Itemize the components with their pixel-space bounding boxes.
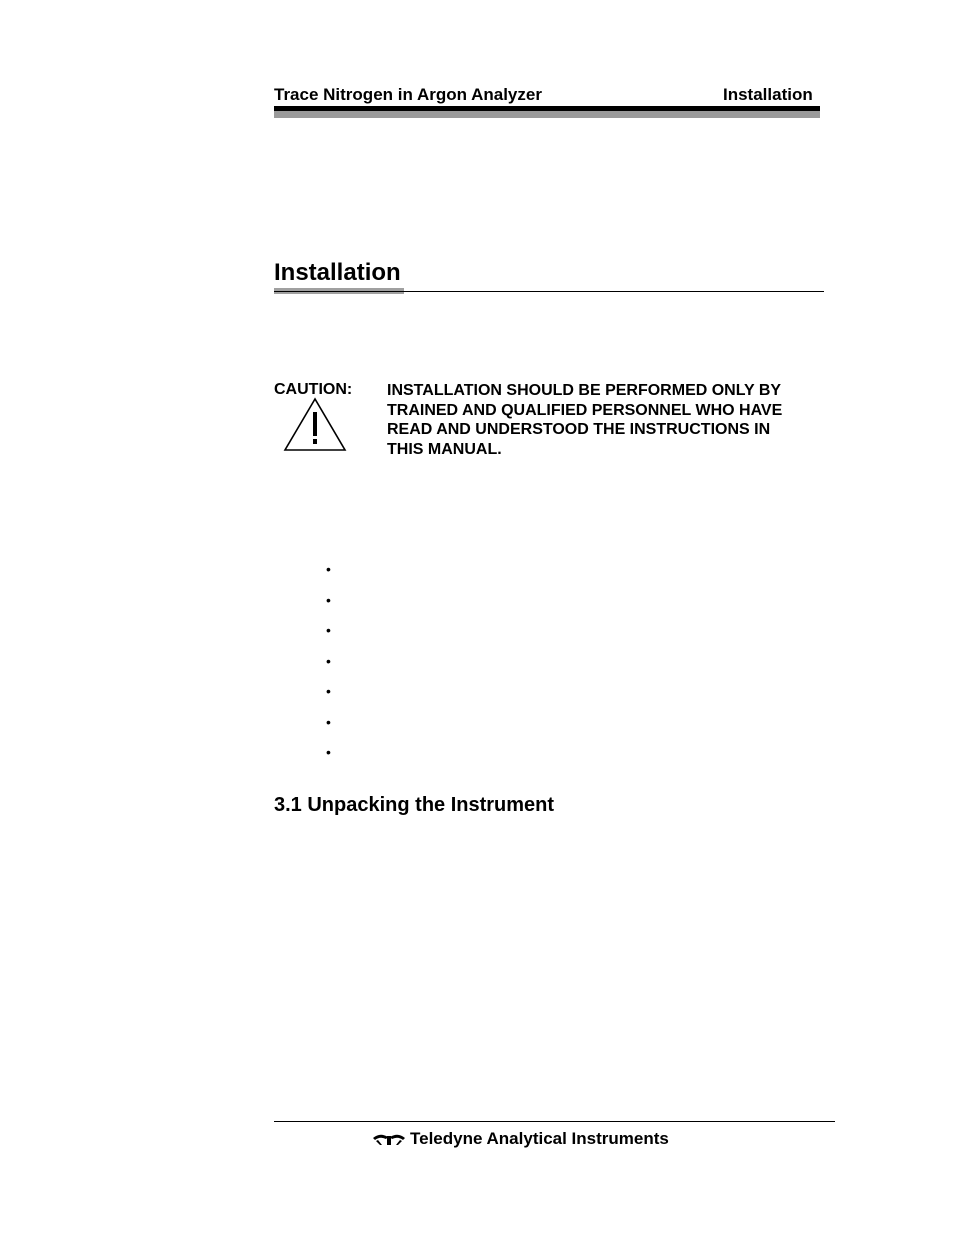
- caution-line: INSTALLATION SHOULD BE PERFORMED ONLY BY: [387, 382, 782, 399]
- list-item: •: [326, 561, 331, 577]
- title-underline: [274, 291, 824, 292]
- page-title: Installation: [274, 259, 401, 286]
- list-item: •: [326, 622, 331, 638]
- section-heading: 3.1 Unpacking the Instrument: [274, 794, 555, 816]
- header-rule-gray: [274, 111, 820, 118]
- footer-company-name: Teledyne Analytical Instruments: [410, 1129, 669, 1148]
- warning-triangle-icon: [282, 397, 348, 453]
- list-item: •: [326, 591, 331, 608]
- footer: [372, 1129, 669, 1149]
- bullet-list: [326, 559, 331, 773]
- caution-message: [387, 381, 827, 460]
- footer-rule: [274, 1121, 835, 1122]
- header-chapter-title: Installation: [723, 85, 813, 104]
- list-item: •: [326, 713, 331, 730]
- list-item: •: [326, 683, 331, 699]
- list-item: •: [326, 744, 331, 760]
- caution-line: TRAINED AND QUALIFIED PERSONNEL WHO HAVE: [387, 401, 783, 419]
- teledyne-logo-icon: [372, 1132, 406, 1146]
- header-document-title: Trace Nitrogen in Argon Analyzer: [274, 85, 542, 104]
- caution-line: READ AND UNDERSTOOD THE INSTRUCTIONS IN: [387, 421, 771, 439]
- caution-label: CAUTION:: [274, 381, 353, 398]
- caution-line: THIS MANUAL.: [387, 441, 502, 459]
- list-item: •: [326, 652, 331, 669]
